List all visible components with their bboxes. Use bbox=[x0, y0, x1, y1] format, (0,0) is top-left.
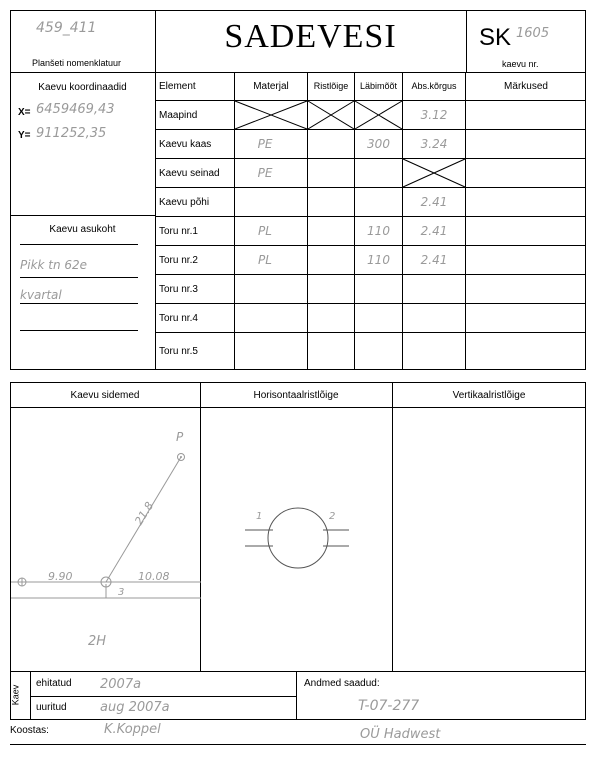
row-diameter: 300 bbox=[367, 137, 390, 151]
col-header-cross-section: Ristlõige bbox=[313, 81, 349, 91]
surveyed-value: aug 2007a bbox=[100, 700, 170, 715]
location-title: Kaevu asukoht bbox=[49, 224, 116, 235]
well-side-label: Kaev bbox=[10, 684, 21, 706]
divider bbox=[10, 744, 586, 745]
location-line bbox=[20, 244, 138, 245]
row-element: Maapind bbox=[159, 109, 198, 121]
divider bbox=[10, 719, 586, 720]
tie-right-dim: 10.08 bbox=[138, 570, 170, 583]
y-value: 911252,35 bbox=[36, 126, 107, 141]
col-header-diameter: Läbimõõt bbox=[359, 81, 398, 91]
data-from-value: T-07-277 bbox=[358, 698, 420, 714]
row-diameter: 110 bbox=[367, 224, 390, 238]
row-material: PL bbox=[258, 224, 272, 238]
x-value: 6459469,43 bbox=[36, 102, 115, 117]
x-label: X= bbox=[18, 107, 31, 118]
row-abs-height: 3.24 bbox=[420, 137, 448, 151]
tie-left-dim: 9.90 bbox=[48, 570, 73, 583]
divider bbox=[30, 696, 296, 697]
row-element: Kaevu põhi bbox=[159, 196, 210, 208]
divider bbox=[466, 10, 467, 72]
row-abs-height: 2.41 bbox=[420, 224, 448, 238]
row-element: Kaevu seinad bbox=[159, 167, 220, 179]
row-material: PE bbox=[257, 137, 273, 151]
divider bbox=[585, 672, 586, 720]
row-element: Toru nr.4 bbox=[159, 312, 198, 324]
row-abs-height: 2.41 bbox=[420, 195, 448, 209]
pipe-1-label: 1 bbox=[256, 511, 263, 522]
divider bbox=[392, 382, 393, 672]
well-number-value: 1605 bbox=[516, 26, 550, 41]
location-line-1: Pikk tn 62e bbox=[20, 258, 88, 272]
coordinates-title: Kaevu koordinaadid bbox=[38, 82, 127, 93]
row-material: PE bbox=[257, 166, 273, 180]
well-number-label: kaevu nr. bbox=[502, 59, 539, 69]
data-from-label: Andmed saadud: bbox=[304, 678, 380, 689]
tie-small-dim: 3 bbox=[118, 587, 125, 598]
y-label: Y= bbox=[18, 130, 31, 141]
page-title: SADEVESI bbox=[224, 18, 397, 55]
compiled-value: K.Koppel bbox=[104, 722, 161, 737]
row-abs-height: 2.41 bbox=[420, 253, 448, 267]
tie-note: 2H bbox=[88, 634, 107, 649]
col-header-remarks: Märkused bbox=[504, 80, 548, 92]
row-element: Toru nr.1 bbox=[159, 225, 198, 237]
divider bbox=[10, 215, 155, 216]
surveyed-label: uuritud bbox=[36, 702, 67, 713]
location-line bbox=[20, 277, 138, 278]
location-line bbox=[20, 303, 138, 304]
element-table bbox=[155, 72, 586, 370]
company-value: OÜ Hadwest bbox=[360, 727, 441, 742]
pipe-2-label: 2 bbox=[329, 511, 336, 522]
built-label: ehitatud bbox=[36, 678, 72, 689]
vertical-section-title: Vertikaalristlõige bbox=[452, 390, 526, 401]
location-line bbox=[20, 330, 138, 331]
ties-title: Kaevu sidemed bbox=[70, 390, 140, 401]
compiled-label: Koostas: bbox=[10, 725, 49, 736]
col-header-material: Materjal bbox=[253, 80, 289, 92]
divider bbox=[296, 672, 297, 720]
row-material: PL bbox=[258, 253, 272, 267]
horizontal-section-title: Horisontaalristlõige bbox=[253, 390, 339, 401]
location-line-2: kvartal bbox=[20, 288, 62, 302]
sheet-number-label: Planšeti nomenklatuur bbox=[32, 58, 122, 68]
col-header-abs-height: Abs.kõrgus bbox=[411, 81, 457, 91]
sheet-number-value: 459_411 bbox=[36, 20, 97, 36]
row-element: Toru nr.2 bbox=[159, 254, 198, 266]
tie-point-label: P bbox=[176, 430, 184, 444]
row-abs-height: 3.12 bbox=[420, 108, 448, 122]
built-value: 2007a bbox=[100, 677, 142, 692]
tie-diagonal-dim: 21.8 bbox=[132, 499, 157, 528]
well-prefix: SK bbox=[479, 24, 512, 51]
ties-sketch bbox=[11, 408, 201, 672]
row-element: Kaevu kaas bbox=[159, 138, 212, 150]
row-diameter: 110 bbox=[367, 253, 390, 267]
horizontal-section-sketch bbox=[201, 408, 391, 672]
col-header-element: Element bbox=[159, 80, 196, 92]
row-element: Toru nr.3 bbox=[159, 283, 198, 295]
row-element: Toru nr.5 bbox=[159, 346, 198, 357]
